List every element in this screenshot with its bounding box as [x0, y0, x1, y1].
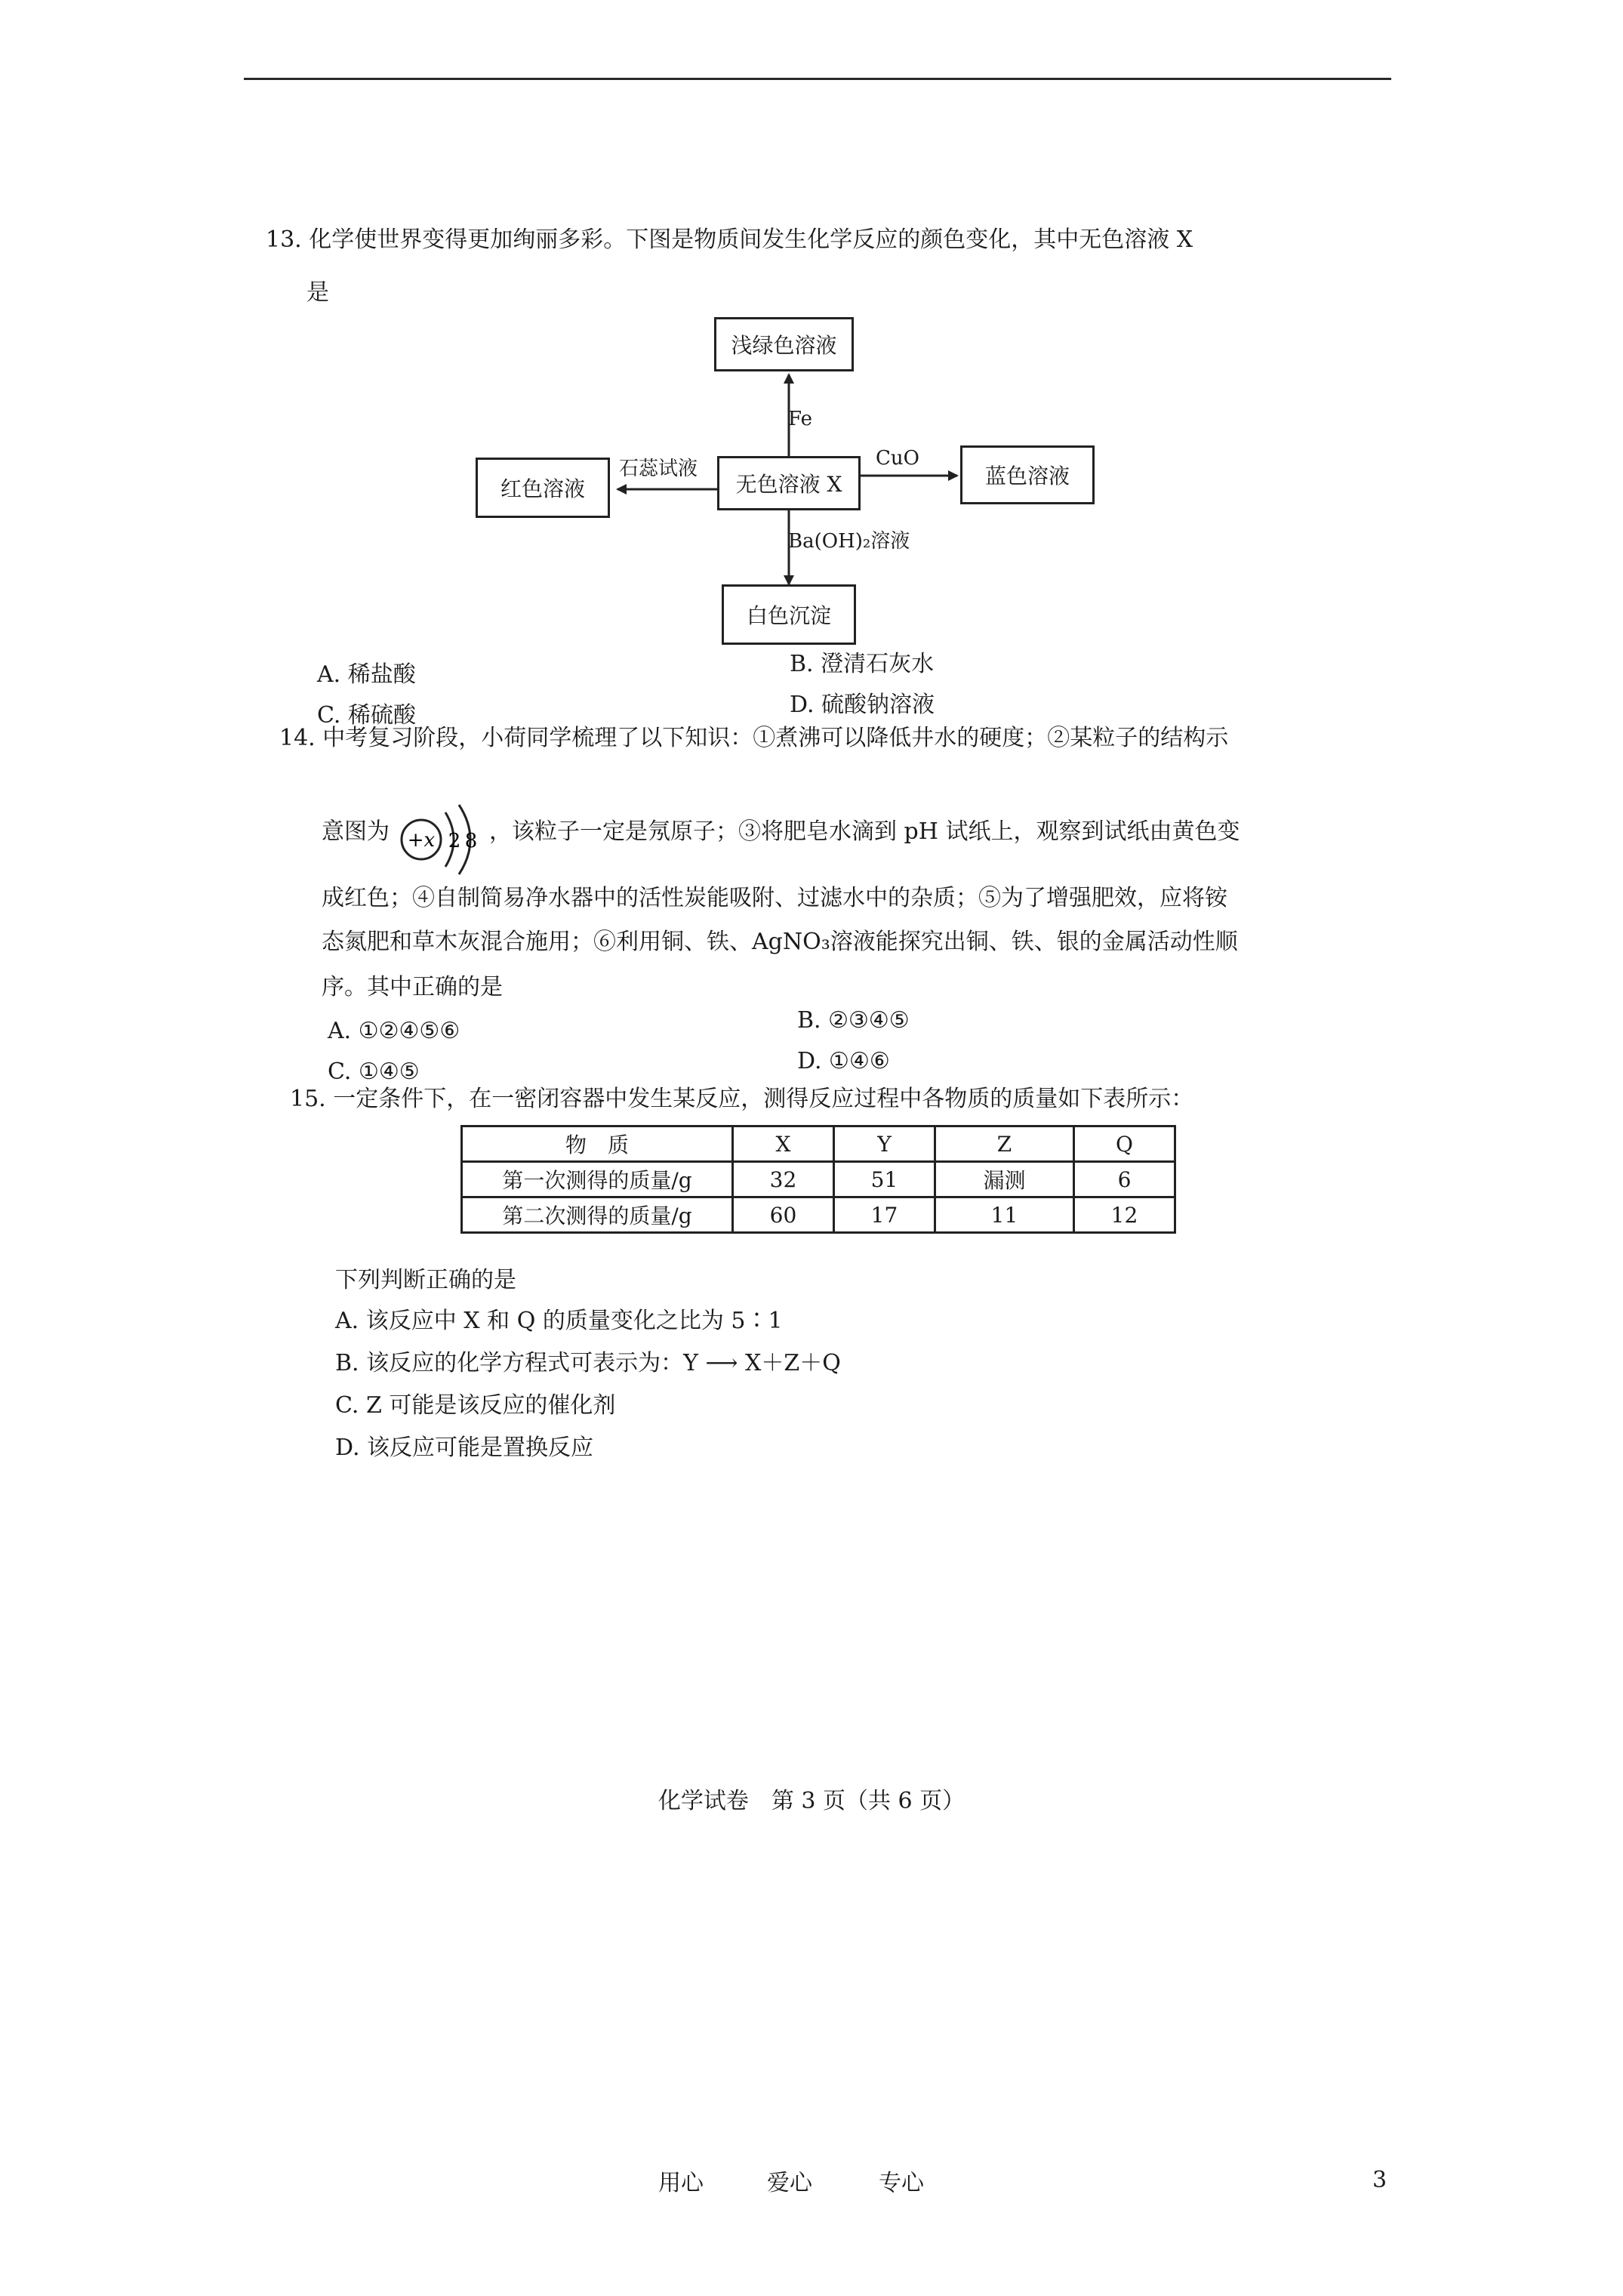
table-cell: 第一次测得的质量/g: [462, 1162, 733, 1197]
table-cell: 60: [733, 1197, 834, 1233]
footer-motto-3: 专心: [879, 2170, 924, 2196]
footer-motto-2: 爱心: [767, 2170, 812, 2196]
q14-stem-line5: 序。其中正确的是: [322, 974, 503, 1000]
q13-option-d: D. 硫酸钠溶液: [790, 692, 935, 718]
q15-option-d: D. 该反应可能是置换反应: [335, 1435, 594, 1461]
q14-option-d: D. ①④⑥: [797, 1048, 890, 1074]
table-row: [462, 1197, 1175, 1233]
label-fe: Fe: [788, 408, 813, 430]
table-cell: 12: [1073, 1197, 1175, 1233]
q13-option-c: C. 稀硫酸: [317, 702, 416, 729]
table-cell: 6: [1073, 1162, 1175, 1197]
atom-structure-diagram: [399, 802, 512, 877]
shell-1-electrons: 2: [448, 830, 461, 852]
box-red-solution: 红色溶液: [476, 458, 610, 518]
q13-stem-line2: 是: [306, 279, 329, 306]
table-cell: 第二次测得的质量/g: [462, 1197, 733, 1233]
table-header-cell: Q: [1073, 1126, 1175, 1162]
label-litmus: 石蕊试液: [619, 458, 698, 480]
q15-option-a: A. 该反应中 X 和 Q 的质量变化之比为 5∶1: [335, 1308, 783, 1334]
table-header-row: [462, 1126, 1175, 1162]
table-header-cell: Y: [834, 1126, 935, 1162]
nucleus-charge: +x: [407, 829, 436, 852]
label-cuo: CuO: [876, 447, 919, 470]
table-row: [462, 1162, 1175, 1197]
exam-page-label: 化学试卷 第 3 页（共 6 页）: [658, 1788, 965, 1814]
q15-option-c: C. Z 可能是该反应的催化剂: [335, 1392, 616, 1419]
q14-stem-line4: 态氮肥和草木灰混合施用；⑥利用铜、铁、AgNO₃溶液能探究出铜、铁、银的金属活动性顺: [322, 929, 1238, 955]
table-header-cell: 物 质: [462, 1126, 733, 1162]
footer-motto-1: 用心: [658, 2170, 704, 2196]
q14-stem-line3: 成红色；④自制简易净水器中的活性炭能吸附、过滤水中的杂质；⑤为了增强肥效，应将铵: [322, 885, 1227, 911]
page-number: 3: [1372, 2167, 1387, 2193]
table-cell: 漏测: [935, 1162, 1074, 1197]
q14-line2-pre: 意图为: [322, 818, 390, 845]
table-cell: 51: [834, 1162, 935, 1197]
mass-table: [460, 1125, 1176, 1234]
label-baoh2: Ba(OH)₂溶液: [788, 530, 910, 553]
q14-line2-post: ，该粒子一定是氖原子；③将肥皂水滴到 pH 试纸上，观察到试纸由黄色变: [489, 818, 1240, 845]
q13-stem-line1: 13. 化学使世界变得更加绚丽多彩。下图是物质间发生化学反应的颜色变化，其中无色溶液 X: [266, 227, 1193, 253]
table-header-cell: Z: [935, 1126, 1074, 1162]
q15-option-b: B. 该反应的化学方程式可表示为：Y ⟶ X＋Z＋Q: [335, 1350, 841, 1376]
shell-2-electrons: 8: [464, 830, 478, 852]
q14-option-c: C. ①④⑤: [328, 1059, 420, 1085]
q14-stem-line1: 14. 中考复习阶段，小荷同学梳理了以下知识：①煮沸可以降低井水的硬度；②某粒子的结构示: [279, 725, 1229, 751]
box-white-precipitate: 白色沉淀: [722, 584, 856, 645]
q14-option-b: B. ②③④⑤: [797, 1007, 910, 1034]
q15-prompt: 下列判断正确的是: [335, 1267, 516, 1293]
q13-option-a: A. 稀盐酸: [317, 661, 416, 688]
box-blue-solution: 蓝色溶液: [960, 445, 1095, 504]
table-cell: 11: [935, 1197, 1074, 1233]
box-light-green-solution: 浅绿色溶液: [714, 317, 854, 371]
q14-option-a: A. ①②④⑤⑥: [328, 1018, 460, 1044]
box-colorless-solution-x: 无色溶液 X: [717, 456, 861, 510]
q13-option-b: B. 澄清石灰水: [790, 651, 935, 677]
table-header-cell: X: [733, 1126, 834, 1162]
table-cell: 32: [733, 1162, 834, 1197]
table-cell: 17: [834, 1197, 935, 1233]
q15-stem-line1: 15. 一定条件下，在一密闭容器中发生某反应，测得反应过程中各物质的质量如下表所示：: [290, 1086, 1194, 1112]
